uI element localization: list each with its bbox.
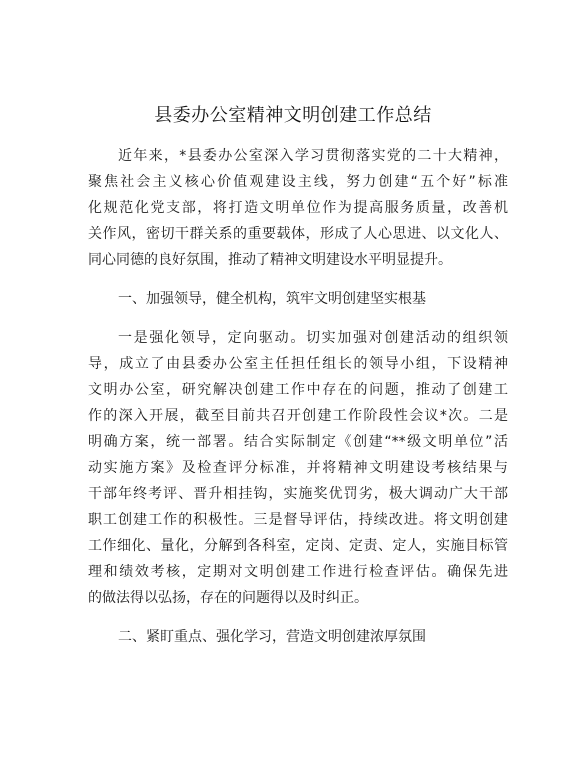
paragraph-line: 干部年终考评、晋升相挂钩，实施奖优罚劣，极大调动广大干部 [88, 486, 508, 502]
paragraph-line: 一是强化领导，定向驱动。切实加强对创建活动的组织领 [118, 330, 508, 346]
paragraph-gap [88, 611, 508, 624]
paragraph-line: 文明办公室，研究解决创建工作中存在的问题，推动了创建工 [88, 382, 508, 398]
paragraph-line: 近年来，*县委办公室深入学习贯彻落实党的二十大精神， [118, 148, 508, 164]
paragraph-line: 化规范化党支部，将打造文明单位作为提高服务质量，改善机 [88, 200, 508, 216]
paragraph-line: 的做法得以弘扬，存在的问题得以及时纠正。 [88, 590, 368, 606]
paragraph-line: 工作细化、量化，分解到各科室，定岗、定责、定人，实施目标管 [88, 538, 508, 554]
paragraph-line: 明确方案，统一部署。结合实际制定《创建“**级文明单位”活 [88, 434, 508, 450]
paragraph-line: 作的深入开展，截至目前共召开创建工作阶段性会议*次。二是 [88, 408, 508, 424]
paragraph-line: 动实施方案》及检查评分标准，并将精神文明建设考核结果与 [88, 460, 508, 476]
paragraph-line: 理和绩效考核，定期对文明创建工作进行检查评估。确保先进 [88, 564, 508, 580]
paragraph-gap [88, 312, 508, 325]
document-title: 县委办公室精神文明创建工作总结 [154, 105, 432, 126]
document-body [88, 143, 508, 650]
paragraph-gap [88, 273, 508, 286]
paragraph-line: 导，成立了由县委办公室主任担任组长的领导小组，下设精神 [88, 356, 508, 372]
section-heading: 一、加强领导，健全机构，筑牢文明创建坚实根基 [118, 291, 426, 307]
paragraph-line: 职工创建工作的积极性。三是督导评估，持续改进。将文明创建 [88, 512, 508, 528]
paragraph-line: 聚焦社会主义核心价值观建设主线，努力创建“五个好”标准 [88, 174, 508, 190]
paragraph-line: 关作风，密切干群关系的重要载体，形成了人心思进、以文化人、 [88, 226, 508, 242]
section-heading: 二、紧盯重点、强化学习，营造文明创建浓厚氛围 [118, 629, 426, 645]
paragraph-line: 同心同德的良好氛围，推动了精神文明建设水平明显提升。 [88, 252, 452, 268]
